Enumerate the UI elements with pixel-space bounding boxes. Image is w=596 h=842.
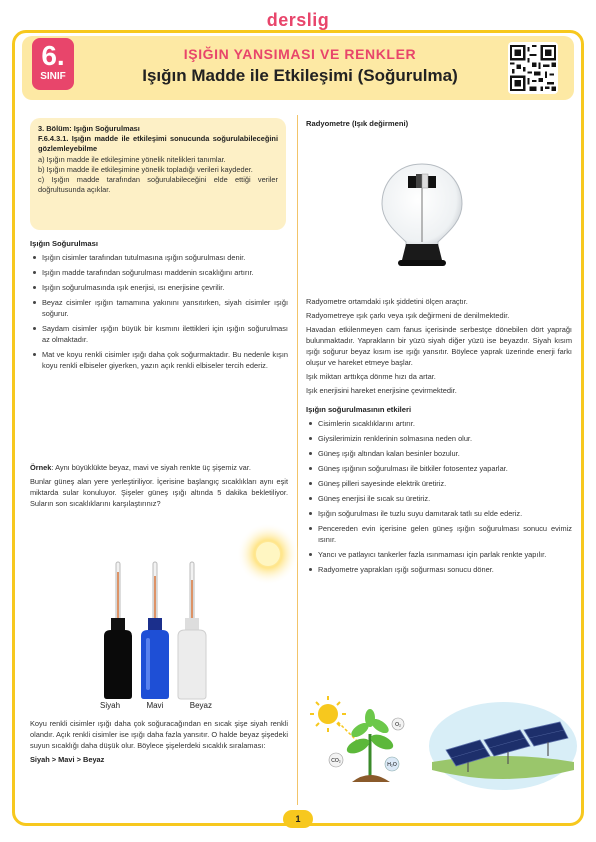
list-item: Yancı ve patlayıcı tankerler fazla ısınmaması için parlak renkte yapılır. <box>306 549 572 560</box>
bottle-black <box>104 618 132 699</box>
conclusion-block <box>30 718 288 765</box>
list-item: Saydam cisimler ışığın büyük bir kısmını ilettikleri için ışığın soğurulması az olmaktadır. <box>30 323 288 345</box>
objective-b: b) Işığın madde ile etkileşimine yönelik topladığı verileri kaydeder. <box>38 164 253 174</box>
bottles-illustration <box>100 560 212 700</box>
example-description: Bunlar güneş alan yere yerleştiriliyor. İçerisine başlangıç sıcaklıkları aynı eşit miktarda sular konuluyor. Şişeler güneş ışığı altında 5 dakika bekletiliyor. Suların son sıcaklıklarını karşılaştırınız? <box>30 477 288 508</box>
list-item: Pencereden evin içerisine gelen güneş ışığın soğurulması sonucu evimiz ısınır. <box>306 523 572 545</box>
absorption-list <box>30 252 288 371</box>
radiometer-para-2: Radyometreye ışık çarkı veya ışık değirmeni de denilmektedir. <box>306 311 510 320</box>
solar-panels-illustration <box>428 700 578 790</box>
unit-title: IŞIĞIN YANSIMASI VE RENKLER <box>183 46 417 62</box>
left-column <box>30 238 288 375</box>
h2o-label: H₂O <box>387 762 397 768</box>
example-block <box>30 462 288 512</box>
radiometer-title: Radyometre (Işık değirmeni) <box>306 119 409 128</box>
bottle-label-white: Beyaz <box>189 701 212 710</box>
column-divider <box>297 115 298 805</box>
topic-title: Işığın Madde ile Etkileşimi (Soğurulma) <box>142 66 458 85</box>
bottle-blue <box>141 618 169 699</box>
radiometer-para-5: Işık enerjisini hareket enerjisine çevirmektedir. <box>306 386 457 395</box>
objectives-title: 3. Bölüm: Işığın Soğurulması <box>38 124 140 133</box>
list-item: Işığın madde tarafından soğurulması maddenin sıcaklığını artırır. <box>30 267 288 278</box>
radiometer-text-block <box>306 296 572 579</box>
photosynthesis-illustration <box>308 694 418 790</box>
example-text: : Aynı büyüklükte beyaz, mavi ve siyah renkte üç şişemiz var. <box>51 463 251 472</box>
list-item: Cisimlerin sıcaklıklarını artırır. <box>306 418 572 429</box>
objectives-box <box>30 118 286 230</box>
radiometer-para-1: Radyometre ortamdaki ışık şiddetini ölçen araçtır. <box>306 297 468 306</box>
bottle-white <box>178 618 206 699</box>
list-item: Güneş ışığının soğurulması ile bitkiler fotosentez yaparlar. <box>306 463 572 474</box>
qr-code-icon <box>508 42 558 94</box>
effects-title: Işığın soğurulmasının etkileri <box>306 405 412 414</box>
list-item: Giysilerimizin renklerinin solmasına neden olur. <box>306 433 572 444</box>
conclusion-text: Koyu renkli cisimler ışığı daha çok soğuracağından en sıcak şişe siyah renkli olandır. Açık renkli cisimler ise ışığı daha fazla yansıtır. O halde beyaz şişedeki suyun sıcaklığı daha düşük olur. Böylece şişelerdeki sıcaklık sıralaması: <box>30 719 288 750</box>
thermometer-black <box>116 562 120 624</box>
sun-icon <box>236 522 300 586</box>
radiometer-illustration <box>376 160 468 270</box>
grade-number: 6. <box>41 40 65 71</box>
brand-logo: derslig <box>0 10 596 31</box>
radiometer-para-4: Işık miktarı arttıkça dönme hızı da artar. <box>306 372 436 381</box>
thermometer-blue <box>153 562 157 624</box>
bottle-labels <box>100 701 212 710</box>
list-item: Güneş enerjisi ile sıcak su üretiriz. <box>306 493 572 504</box>
bottle-label-black: Siyah <box>100 701 121 710</box>
absorption-section-title: Işığın Soğurulması <box>30 239 98 248</box>
objective-c: c) Işığın madde tarafından soğurulabileceğini elde ettiği veriler doğrultusunda açıklar. <box>38 175 278 195</box>
right-column <box>306 118 572 132</box>
ranking-text: Siyah > Mavi > Beyaz <box>30 755 105 764</box>
page-number: 1 <box>283 810 313 828</box>
example-label: Örnek <box>30 463 52 472</box>
radiometer-para-3: Havadan etkilenmeyen cam fanus içerisinde serbestçe dönebilen dört yaprağı bulunmaktadır. Yaprakların bir yüzü siyah diğer yüzü ise beyazdır. Siyah kısım ışığı soğurur beyaz kısım ise ışığı yansıtır. Böylece yaprak üzerinde enerji farkı oluşur ve hareket etmeye başlar. <box>306 325 572 367</box>
list-item: Güneş ışığı altından kalan besinler bozulur. <box>306 448 572 459</box>
co2-label: CO₂ <box>331 758 341 764</box>
list-item: Güneş pilleri sayesinde elektrik üretiriz. <box>306 478 572 489</box>
example-intro <box>30 462 288 473</box>
o2-label: O₂ <box>395 722 401 728</box>
bottle-label-blue: Mavi <box>146 701 164 710</box>
thermometer-white <box>190 562 194 624</box>
objective-a: a) Işığın madde ile etkileşimine yönelik nitelikleri tanımlar. <box>38 154 226 164</box>
grade-label: SINIF <box>40 71 66 82</box>
list-item: Işığın soğurulması ile tuzlu suyu damıtarak tatlı su elde ederiz. <box>306 508 572 519</box>
list-item: Mat ve koyu renkli cisimler ışığı daha çok soğurmaktadır. Bu nedenle kışın koyu renkli elbiseler giyerken, yazın açık renkli elbiseler tercih ederiz. <box>30 349 288 371</box>
effects-list <box>306 418 572 575</box>
list-item: Radyometre yaprakları ışığı soğurması sonucu döner. <box>306 564 572 575</box>
list-item: Beyaz cisimler ışığın tamamına yakınını yansıtırken, siyah cisimler ışığı soğurur. <box>30 297 288 319</box>
grade-badge <box>32 38 74 90</box>
list-item: Işığın cisimler tarafından tutulmasına ışığın soğurulması denir. <box>30 252 288 263</box>
objectives-code: F.6.4.3.1. Işığın madde ile etkileşimi sonucunda soğurulabileceğini gözlemleyebilme <box>38 134 278 154</box>
list-item: Işığın soğurulmasında ışık enerjisi, ısı enerjisine çevrilir. <box>30 282 288 293</box>
